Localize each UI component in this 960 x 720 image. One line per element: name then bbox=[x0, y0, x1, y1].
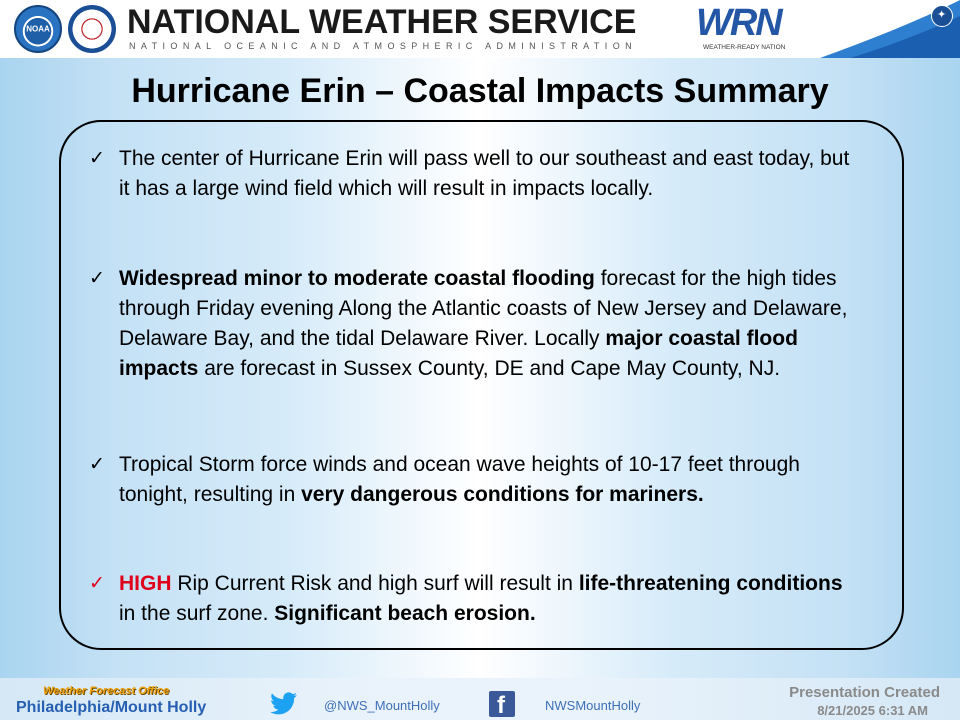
bullet-text-segment: are forecast in Sussex County, DE and Cape May County, NJ. bbox=[198, 357, 781, 380]
checkmark-icon: ✓ bbox=[89, 268, 105, 289]
wrn-logo-text: WRN bbox=[696, 2, 781, 44]
bullet-item bbox=[89, 450, 859, 510]
bullet-text bbox=[89, 264, 859, 384]
checkmark-icon: ✓ bbox=[89, 454, 105, 475]
checkmark-icon: ✓ bbox=[89, 573, 105, 594]
presentation-date: 8/21/2025 6:31 AM bbox=[817, 703, 928, 718]
office-name: Philadelphia/Mount Holly bbox=[16, 699, 207, 716]
bullet-text-segment: forecast for the high tides through Friday evening Along the Atlantic coasts of New Jersey and Delaware, Delaware Bay, and the tidal Delaware River. Locally bbox=[119, 267, 848, 350]
bullet-emphasis: very dangerous conditions for mariners. bbox=[301, 483, 704, 506]
agency-title: NATIONAL WEATHER SERVICE bbox=[127, 3, 637, 41]
bullet-text-segment: Tropical Storm force winds and ocean wave heights of 10-17 feet through tonight, resulting in bbox=[119, 453, 800, 506]
bullet-text-segment: The center of Hurricane Erin will pass well to our southeast and east today, but it has a large wind field which will result in impacts locally. bbox=[119, 147, 850, 200]
doc-seal-icon: ✦ bbox=[931, 5, 953, 27]
facebook-icon[interactable]: f bbox=[489, 691, 515, 717]
bullet-emphasis: Widespread minor to moderate coastal flooding bbox=[119, 267, 595, 290]
slide-body bbox=[0, 58, 960, 678]
checkmark-icon: ✓ bbox=[89, 148, 105, 169]
bullet-text-segment: in the surf zone. bbox=[119, 602, 275, 625]
noaa-logo-icon bbox=[14, 5, 62, 53]
header-bar bbox=[0, 0, 960, 58]
bullet-item bbox=[89, 569, 859, 629]
presentation-label: Presentation Created bbox=[789, 684, 940, 701]
page-title: Hurricane Erin – Coastal Impacts Summary bbox=[131, 72, 829, 110]
bullet-emphasis: life-threatening conditions bbox=[578, 572, 843, 595]
wrn-tagline: WEATHER-READY NATION bbox=[703, 44, 786, 51]
bullet-item bbox=[89, 144, 859, 204]
bullet-text-segment: Rip Current Risk and high surf will result in bbox=[171, 572, 579, 595]
agency-subtitle: NATIONAL OCEANIC AND ATMOSPHERIC ADMINISTRATION bbox=[129, 41, 637, 51]
twitter-handle-link[interactable]: @NWS_MountHolly bbox=[324, 698, 440, 713]
bullet-item bbox=[89, 264, 859, 384]
twitter-icon[interactable] bbox=[270, 692, 298, 716]
high-risk-label: HIGH bbox=[119, 572, 172, 595]
bullet-emphasis: Significant beach erosion. bbox=[274, 602, 536, 625]
impacts-box bbox=[59, 120, 904, 650]
nws-logo-icon bbox=[68, 5, 116, 53]
office-label: Weather Forecast Office bbox=[43, 685, 170, 697]
bullet-text bbox=[89, 569, 859, 629]
wrn-logo-icon bbox=[696, 2, 808, 54]
bullet-text bbox=[89, 450, 859, 510]
bullet-text bbox=[89, 144, 859, 204]
footer-bar bbox=[0, 678, 960, 720]
noaa-logo-text: NOAA bbox=[26, 24, 50, 34]
facebook-handle-link[interactable]: NWSMountHolly bbox=[545, 698, 641, 713]
bullet-emphasis: major coastal flood impacts bbox=[119, 327, 798, 380]
